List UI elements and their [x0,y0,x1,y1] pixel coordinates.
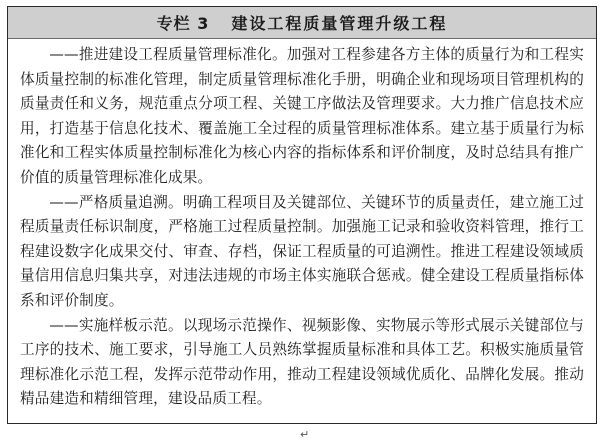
column-label: 专栏 3 [156,14,210,33]
column-title-bar [8,7,596,39]
paragraph-demonstration: ——实施样板示范。以现场示范操作、视频影像、实物展示等形式展示关键部位与工序的技术、施工要求，引导施工人员熟练掌握质量标准和具体工艺。积极实施质量管理标准化示范工程，发挥示范带动作用，推动工程建设领域优质化、品牌化发展。推动精品建造和精细管理，建设品质工程。 [20,316,584,408]
column-title: 建设工程质量管理升级工程 [231,14,448,33]
paragraph-traceability: ——严格质量追溯。明确工程项目及关键部位、关键环节的质量责任，建立施工过程质量责任标识制度，严格施工过程质量控制。加强施工记录和验收资料管理，推行工程建设数字化成果交付、审查、存档，保证工程质量的可追溯性。推进工程建设领域质量信用信息归集共享，对违法违规的市场主体实施联合惩戒。健全建设工程质量指标体系和评价制度。 [20,193,584,309]
column-content [8,39,596,412]
paragraph-standardization: ——推进建设工程质量管理标准化。加强对工程参建各方主体的质量行为和工程实体质量控制的标准化管理，制定质量管理标准化手册，明确企业和现场项目管理机构的质量责任和义务，规范重点分项工程、关键工序做法及管理要求。大力推广信息技术应用，打造基于信息化技术、覆盖施工全过程的质量管理标准体系。建立基于质量行为标准化和工程实体质量控制标准化为核心内容的指标体系和评价制度，及时总结具有推广价值的质量管理标准化成果。 [20,46,584,186]
special-column-box [7,6,597,424]
paragraph-return-mark: ↵ [300,428,310,441]
